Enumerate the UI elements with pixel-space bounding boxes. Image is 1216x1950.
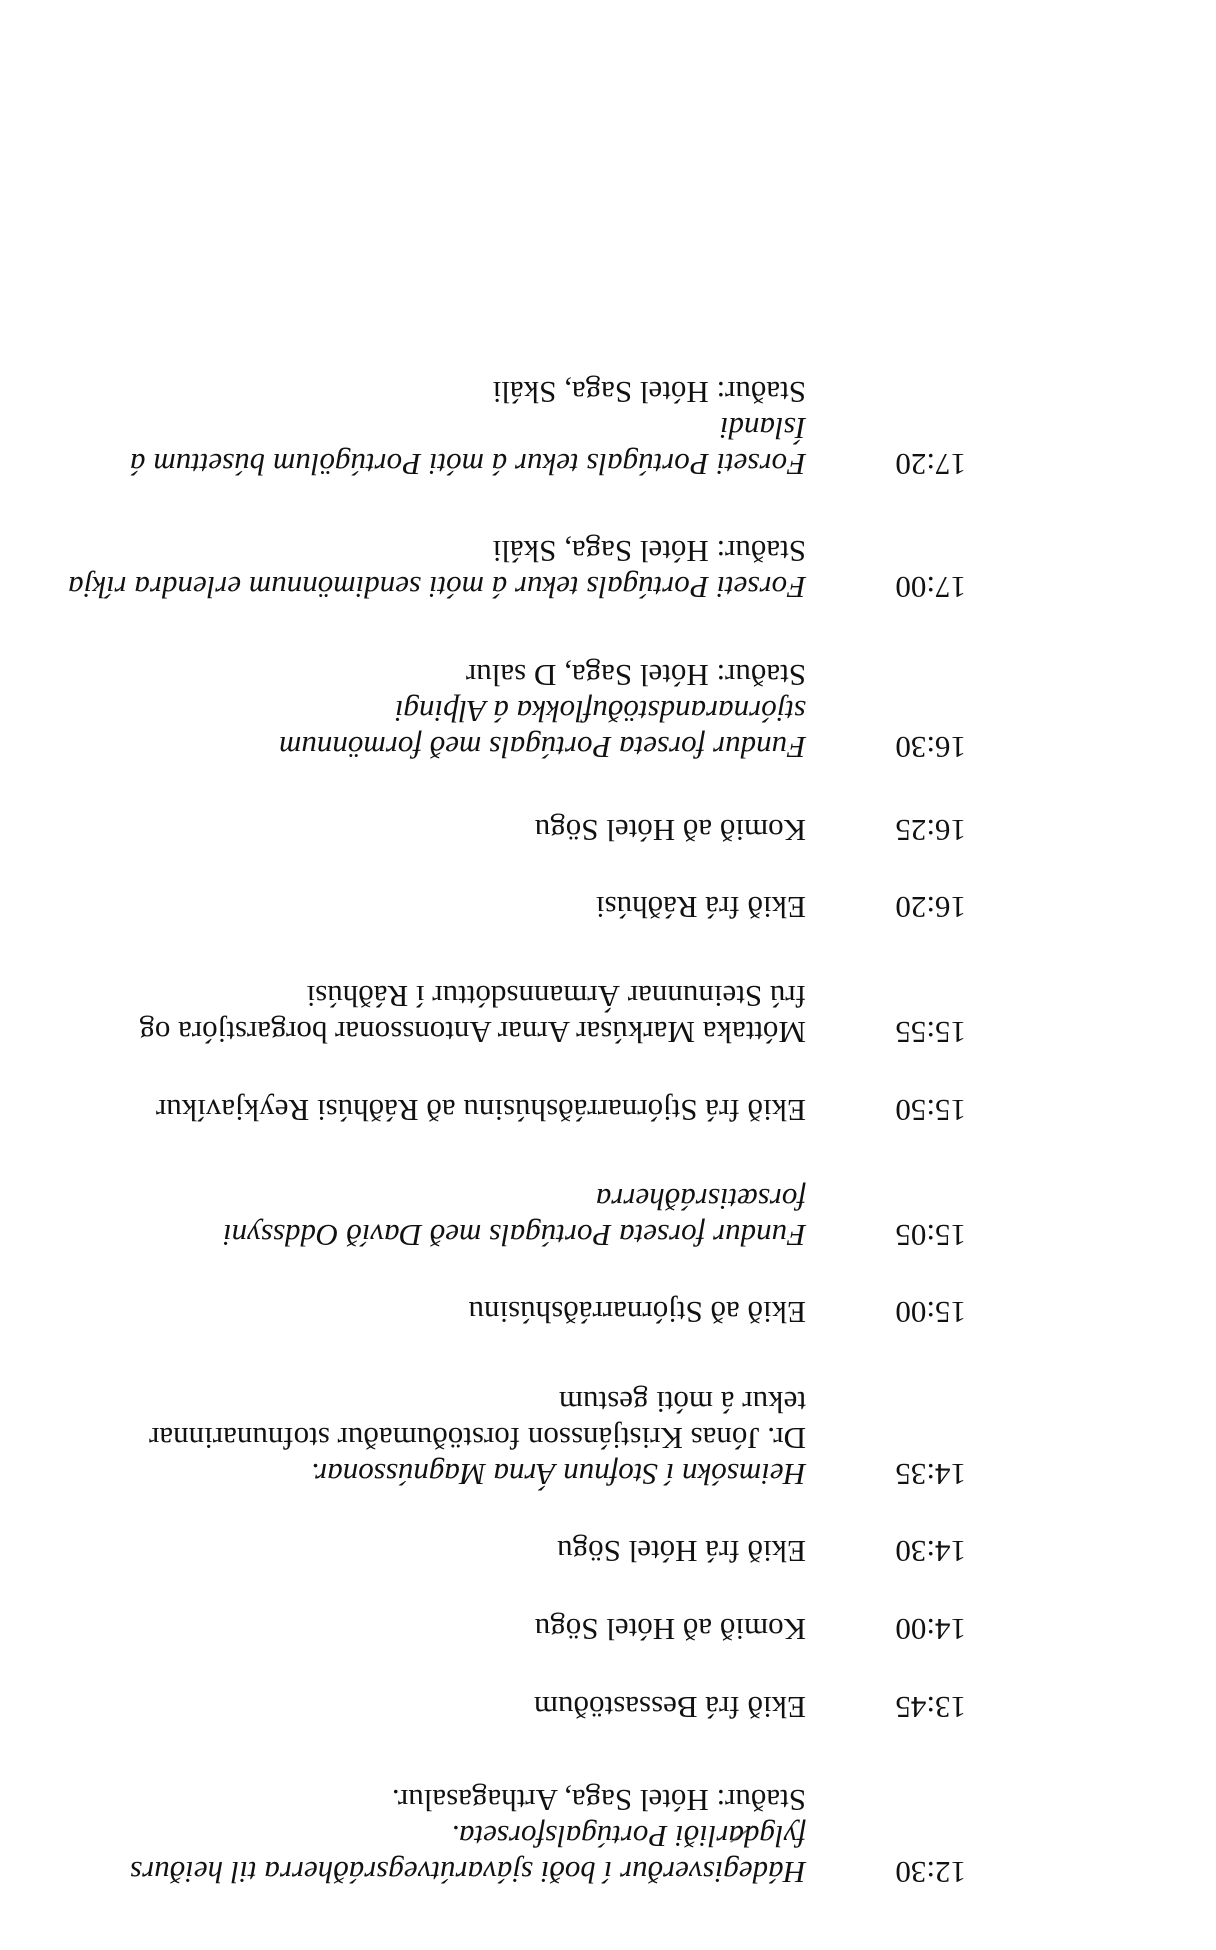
schedule-entry-1625 — [66, 812, 966, 848]
entry-time: 16:25 — [895, 813, 966, 848]
entry-line: Hádegisverður í boði sjávarútvegsráðherra til heiðurs — [130, 1855, 806, 1890]
entry-line: stjórnarandstöðuflokka á Alþingi — [394, 694, 806, 729]
entry-line: Ekið að Stjórnarráðshúsinu — [468, 1295, 806, 1330]
entry-line: Móttaka Markúsar Arnar Antonssonar borgarstjóra og — [139, 1015, 806, 1050]
entry-time: 15:00 — [895, 1295, 966, 1330]
entry-line: Komið að Hótel Sögu — [534, 813, 806, 848]
schedule-entry-1500 — [66, 1294, 966, 1330]
schedule-entry-1550 — [66, 1092, 966, 1128]
schedule-entry-1400 — [66, 1611, 966, 1647]
entry-line: Staður: Hótel Saga, Arthagasalur. — [391, 1783, 806, 1818]
entry-line: Heimsókn í Stofnun Árna Magnússonar. — [310, 1457, 806, 1492]
schedule-entry-1620 — [66, 889, 966, 925]
entry-line: Ekið frá Bessastöðum — [533, 1690, 806, 1725]
entry-time: 12:30 — [895, 1855, 966, 1890]
entry-time: 14:00 — [895, 1612, 966, 1647]
entry-line: Staður: Hótel Saga, Skáli — [492, 375, 806, 410]
entry-line: Fundur forseta Portúgals með formönnum — [279, 730, 806, 765]
entry-line: fylgdarliði Portúgalsforseta. — [451, 1819, 806, 1854]
schedule-entry-1505 — [66, 1181, 966, 1253]
entry-line: Ekið frá Ráðhúsi — [595, 890, 806, 925]
entry-line: Staður: Hótel Saga, D salur — [465, 658, 806, 693]
entry-time: 14:35 — [895, 1457, 966, 1492]
entry-time: 17:00 — [895, 570, 966, 605]
schedule-entry-1345 — [66, 1689, 966, 1725]
schedule-entry-1720 — [66, 374, 966, 482]
entry-line: Ekið frá Stjórnarráðshúsinu að Ráðhúsi Reykjavíkur — [155, 1093, 806, 1128]
entry-line: Ekið frá Hótel Sögu — [557, 1534, 806, 1569]
entry-line: Dr. Jónas Kristjánsson forstöðumaður stofnunarinnar — [149, 1421, 806, 1456]
entry-line: Forseti Portúgals tekur á móti sendimönnum erlendra ríkja — [68, 570, 806, 605]
entry-time: 16:20 — [895, 890, 966, 925]
entry-line: Íslandi — [719, 411, 806, 446]
entry-line: Staður: Hótel Saga, Skáli — [492, 534, 806, 569]
entry-line: frú Steinunnar Ármannsdóttur í Ráðhúsi — [306, 979, 806, 1014]
entry-line: Forseti Portúgals tekur á móti Portúgölum búsettum á — [130, 447, 806, 482]
entry-line: Fundur forseta Portúgals með Davíð Oddssyni — [223, 1218, 806, 1253]
schedule-entry-1430 — [66, 1533, 966, 1569]
schedule-entry-1230 — [66, 1782, 966, 1890]
entry-line: tekur á móti gestum — [558, 1385, 806, 1420]
entry-time: 17:20 — [895, 447, 966, 482]
entry-time: 13:45 — [895, 1690, 966, 1725]
entry-time: 15:05 — [895, 1218, 966, 1253]
schedule-entry-1700 — [66, 533, 966, 605]
entry-time: 16:30 — [895, 730, 966, 765]
entry-line: Komið að Hótel Sögu — [534, 1612, 806, 1647]
schedule-entry-1630 — [66, 657, 966, 765]
entry-time: 15:50 — [895, 1093, 966, 1128]
entry-time: 14:30 — [895, 1534, 966, 1569]
entry-time: 15:55 — [895, 1015, 966, 1050]
schedule-entry-1435 — [66, 1384, 966, 1492]
entry-line: forsætisráðherra — [595, 1182, 806, 1217]
schedule-entry-1555 — [66, 978, 966, 1050]
